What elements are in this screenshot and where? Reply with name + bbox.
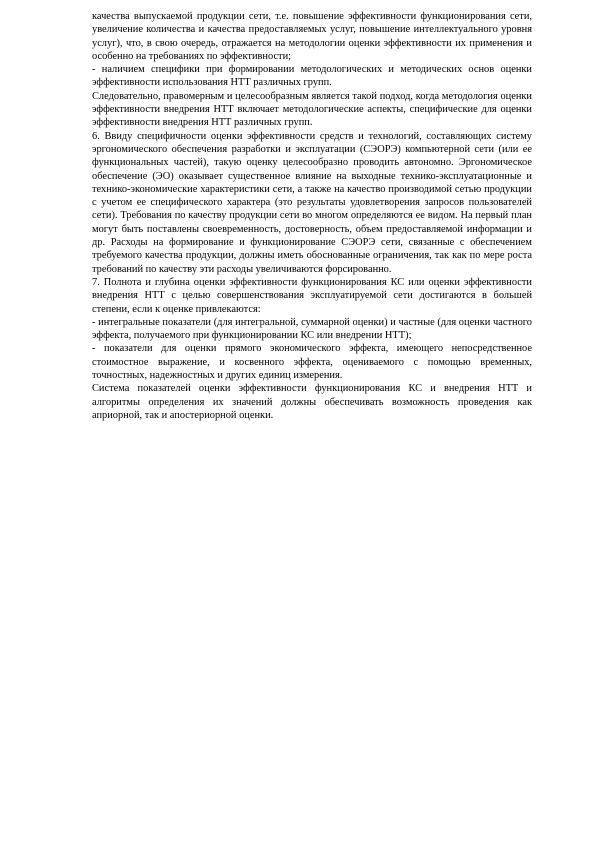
paragraph-bullet-integral: - интегральные показатели (для интегральной, суммарной оценки) и частные (для оценки частного эффекта, получаемого при функционировании КС или внедрении НТТ); [92,316,532,342]
paragraph-system-of-indicators: Система показателей оценки эффективности функционирования КС и внедрения НТТ и алгоритмы определения их значений должны обеспечивать возможность проведения как априорной, так и апостериорной оценки. [92,383,532,421]
paragraph-item-6: 6. Ввиду специфичности оценки эффективности средств и технологий, составляющих систему эргономического обеспечения разработки и эксплуатации (СЭОРЭ) компьютерной сети (или ее функциональных частей), такую оценку целесообразно проводить автономно. Эргономическое обеспечение (ЭО) оказывает существенное влияние на выходные технико-эксплуатационные и технико-экономические характеристики сети, а также на качество производимой сетью продукции с учетом ее специфического характера (это результаты удовлетворения запросов пользователей сети). Требования по качеству продукции сети во многом определяются ее видом. На первый план могут быть поставлены своевременность, достоверность, объем предоставляемой информации и др. Расходы на формирование и функционирование СЭОРЭ сети, связанные с обеспечением требуемого качества продукции, должны иметь обоснованные ограничения, так как по мере роста требований по качеству эти расходы увеличиваются форсированно. [92,130,532,275]
paragraph-continuation: качества выпускаемой продукции сети, т.е. повышение эффективности функционирования сети, увеличение количества и качества предоставляемых услуг, повышение интеллектуального уровня услуг), что, в свою очередь, отражается на методологии оценки эффективности их применения и особенно на требованиях по эффективности; [92,11,532,62]
paragraph-bullet-specifics: - наличием специфики при формировании методологических и методических основ оценки эффективности использования НТТ различных групп. [92,64,532,89]
paragraph-bullet-direct-effect: - показатели для оценки прямого экономического эффекта, имеющего непосредственное стоимостное выражение, и косвенного эффекта, оцениваемого с помощью временных, точностных, надежностных и других единиц измерения. [92,343,532,382]
document-body [92,10,532,422]
paragraph-item-7: 7. Полнота и глубина оценки эффективности функционирования КС или оценки эффективности внедрения НТТ с целью совершенствования эксплуатируемой сети достигаются в большей степени, если к оценке привлекаются: [92,276,532,315]
paragraph-conclusion: Следовательно, правомерным и целесообразным является такой подход, когда методология оценки эффективности внедрения НТТ включает методологические аспекты, специфические для оценки эффективности внедрения НТТ различных групп. [92,90,532,129]
